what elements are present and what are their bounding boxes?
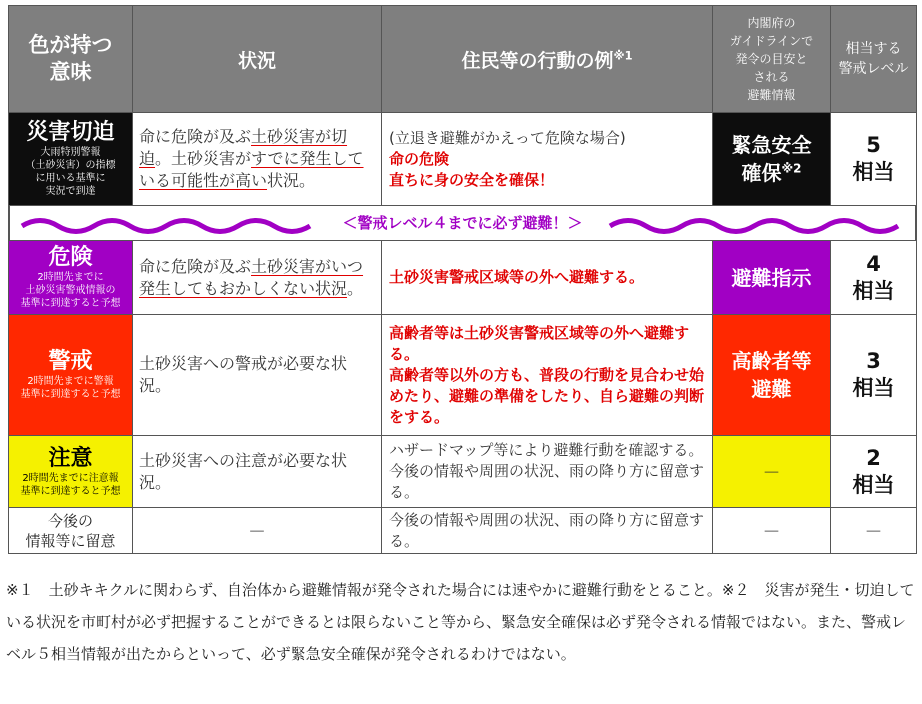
- level4-equivalent: [831, 241, 917, 315]
- banner-text: ＜警戒レベル４までに必ず避難！＞: [342, 214, 583, 232]
- level5-sub-2: （土砂災害）の指標: [25, 160, 116, 171]
- header-actions-note: ※1: [613, 48, 633, 63]
- level4-action: [382, 241, 713, 315]
- level5-sub-4: 実況で到達: [45, 186, 96, 197]
- level4-situation-post: 。: [347, 278, 364, 298]
- level2-equivalent: [831, 436, 917, 508]
- level3-title: 警戒: [48, 349, 93, 374]
- level5-action-red1: 命の危険: [389, 149, 450, 168]
- level3-action-red1: 高齢者等は土砂災害警戒区域等の外へ避難する。: [389, 323, 690, 363]
- level4-evacuation-info: 避難指示: [713, 241, 831, 315]
- header-evacuation-info-l5: 避難情報: [747, 88, 796, 102]
- level4-sub-2: 土砂災害警戒情報の: [25, 285, 116, 296]
- level4-sub-1: 2時間先までに: [37, 272, 104, 283]
- level1-title-line1: 今後の: [47, 511, 93, 530]
- footnotes: ※１ 土砂キキクルに関わらず、自治体から避難情報が発令された場合には速やかに避難行動をとること。※２ 災害が発生・切迫している状況を市町村が必ず把握することができるとは限らないこと等から、緊急安全確保は必ず発令される情報ではない。また、警戒レベル５相当情報が出たからといって、必ず緊急安全確保が発令されるわけではない。: [6, 581, 915, 663]
- level3-equivalent: [831, 315, 917, 436]
- level2-sub-2: 基準に到達すると予想: [20, 485, 121, 497]
- level5-title: 災害切迫: [26, 120, 115, 145]
- banner-cell: [9, 206, 917, 241]
- level5-evacuation-info: [713, 113, 831, 206]
- level5-situation-pre: 命に危険が及ぶ: [139, 127, 252, 146]
- level2-action: ハザードマップ等により避難行動を確認する。今後の情報や周囲の状況、雨の降り方に留意する。: [382, 436, 713, 508]
- level3-eq-num: 3: [866, 349, 881, 373]
- header-color-meaning-line1: 色が持つ: [28, 33, 113, 57]
- level1-evacuation-info: －: [713, 508, 831, 554]
- evacuate-banner: [9, 206, 916, 240]
- table-row-level1: [9, 508, 917, 554]
- level4-eq-label: 相当: [852, 278, 895, 303]
- level1-equivalent: －: [831, 508, 917, 554]
- level4-situation-ul: 土砂災害がいつ発生してもおかしくない状況: [139, 256, 364, 298]
- level3-info-line2: 避難: [751, 377, 792, 401]
- header-color-meaning-line2: 意味: [49, 60, 92, 84]
- header-equivalent-level-l2: 警戒レベル: [838, 61, 909, 77]
- table-row-banner: [9, 206, 917, 241]
- level1-title-line2: 情報等に留意: [25, 531, 116, 550]
- level1-situation: －: [133, 508, 382, 554]
- level5-info-line2: 確保: [741, 161, 782, 185]
- level5-situation-post: 状況。: [267, 171, 316, 190]
- level5-eq-label: 相当: [852, 160, 895, 184]
- header-situation: 状況: [133, 6, 382, 113]
- level2-situation: 土砂災害への注意が必要な状況。: [133, 436, 382, 508]
- level3-eq-label: 相当: [852, 376, 895, 400]
- level2-eq-num: 2: [866, 445, 881, 470]
- level5-situation: [133, 113, 382, 206]
- level5-situation-mid: 。土砂災害が: [155, 149, 252, 168]
- header-actions: [382, 6, 713, 113]
- level4-situation: [133, 241, 382, 315]
- level3-info-line1: 高齢者等: [731, 349, 812, 373]
- level2-title: 注意: [48, 445, 93, 471]
- level4-meaning-cell: [9, 241, 133, 315]
- header-evacuation-info-l1: 内閣府の: [747, 16, 796, 30]
- level4-eq-num: 4: [866, 251, 881, 276]
- header-evacuation-info: [713, 6, 831, 113]
- warning-level-table: [8, 5, 917, 554]
- level5-info-line1: 緊急安全: [731, 133, 812, 157]
- level5-sub-3: に用いる基準に: [35, 173, 106, 184]
- level3-action-red2: 高齢者等以外の方も、普段の行動を見合わせ始めたり、避難の準備をしたり、自ら避難の判断をする。: [389, 365, 705, 426]
- header-evacuation-info-l2: ガイドラインで: [729, 34, 814, 48]
- level3-sub-1: 2時間先までに警報: [27, 376, 114, 387]
- header-color-meaning: [9, 6, 133, 113]
- level3-action: [382, 315, 713, 436]
- table-header-row: [9, 6, 917, 113]
- header-evacuation-info-l4: される: [753, 70, 790, 84]
- level4-sub-3: 基準に到達すると予想: [20, 298, 121, 309]
- level5-info-note: ※2: [781, 161, 802, 176]
- table-row-level2: [9, 436, 917, 508]
- level5-sub-1: 大雨特別警報: [40, 147, 101, 158]
- level2-eq-label: 相当: [852, 472, 895, 497]
- level5-action: [382, 113, 713, 206]
- level1-meaning-cell: [9, 508, 133, 554]
- level5-action-plain: (立退き避難がかえって危険な場合): [389, 128, 626, 147]
- header-equivalent-level-l1: 相当する: [845, 41, 902, 57]
- level3-meaning-cell: [9, 315, 133, 436]
- level1-action: 今後の情報や周囲の状況、雨の降り方に留意する。: [382, 508, 713, 554]
- level3-situation: 土砂災害への警戒が必要な状況。: [133, 315, 382, 436]
- table-row-level3: [9, 315, 917, 436]
- level4-situation-pre: 命に危険が及ぶ: [139, 256, 252, 276]
- table-row-level5: [9, 113, 917, 206]
- level3-sub-2: 基準に到達すると予想: [20, 389, 121, 400]
- level5-situation-ul1: 土砂災害が切迫: [139, 127, 348, 168]
- level3-evacuation-info: [713, 315, 831, 436]
- level5-meaning-cell: [9, 113, 133, 206]
- header-actions-label: 住民等の行動の例: [461, 49, 614, 72]
- level5-eq-num: 5: [866, 133, 881, 157]
- level2-meaning-cell: [9, 436, 133, 508]
- header-equivalent-level: [831, 6, 917, 113]
- level5-equivalent: [831, 113, 917, 206]
- level2-evacuation-info: －: [713, 436, 831, 508]
- table-row-level4: [9, 241, 917, 315]
- level4-title: 危険: [48, 245, 93, 270]
- level2-sub-1: 2時間先までに注意報: [22, 472, 119, 484]
- level5-situation-ul2: すでに発生している可能性が高い: [139, 149, 364, 190]
- level5-action-red2: 直ちに身の安全を確保！: [389, 170, 555, 189]
- level4-action-red: 土砂災害警戒区域等の外へ避難する。: [389, 268, 645, 286]
- header-evacuation-info-l3: 発令の目安と: [735, 52, 808, 66]
